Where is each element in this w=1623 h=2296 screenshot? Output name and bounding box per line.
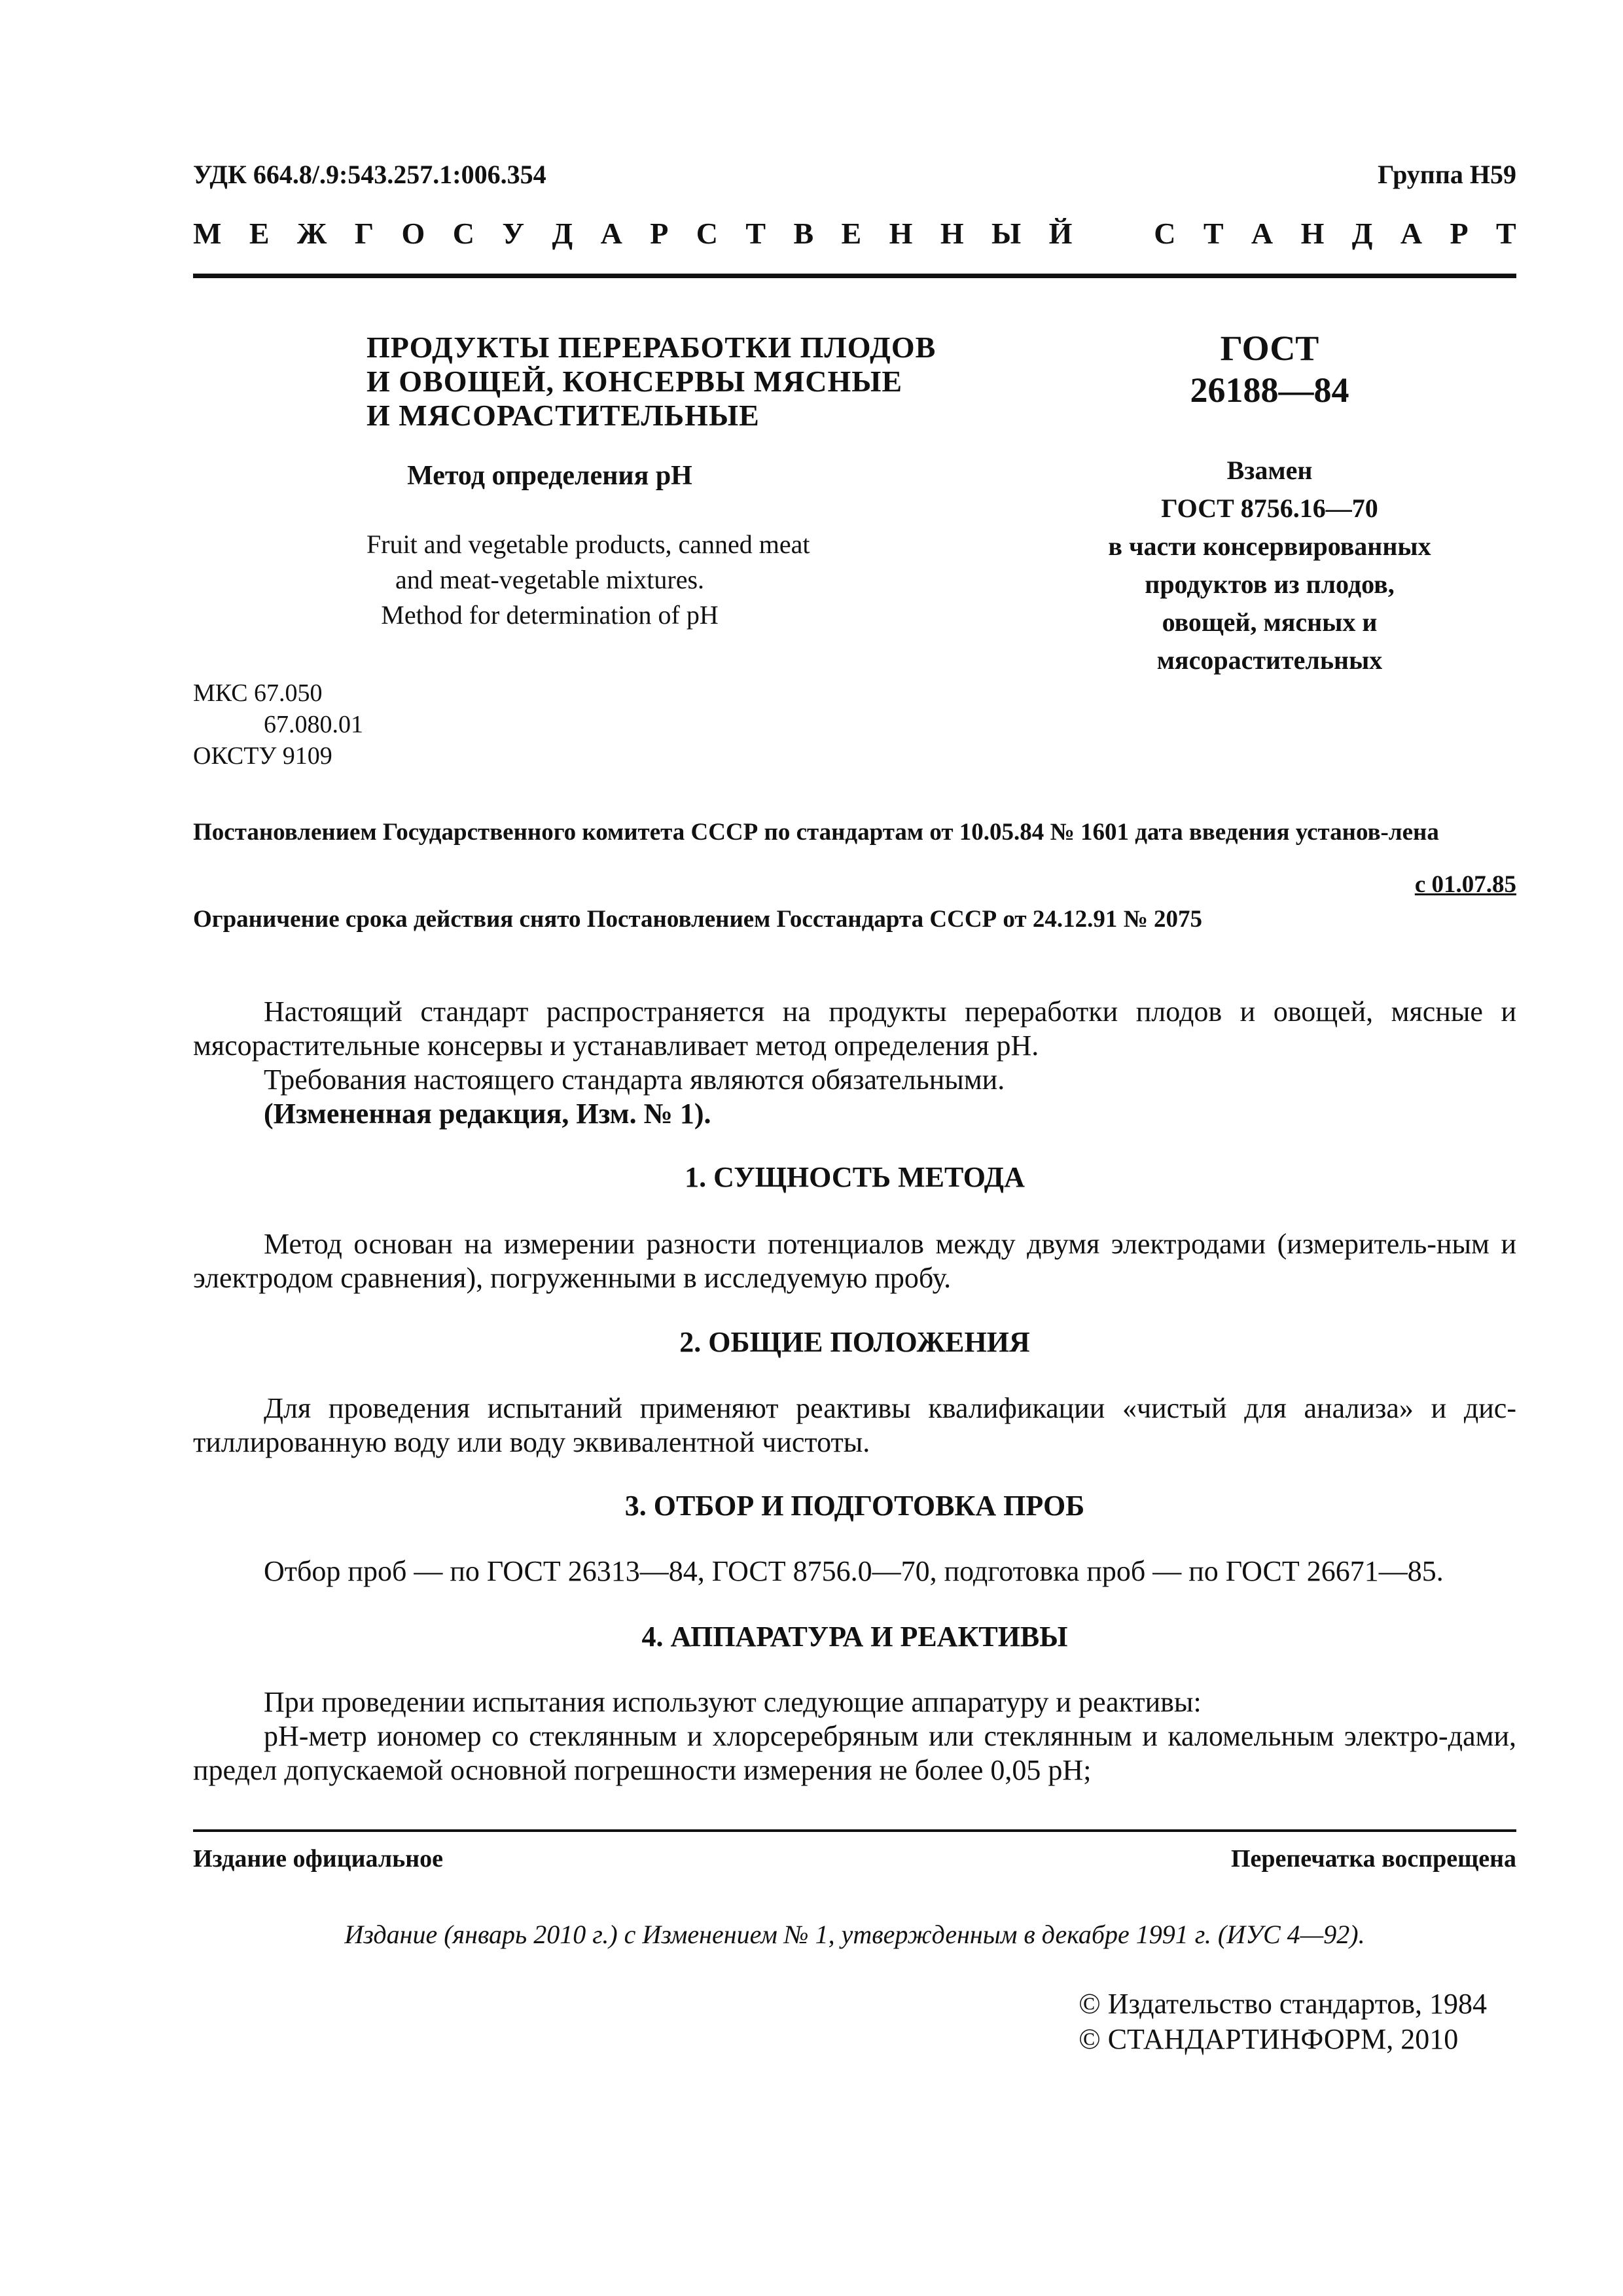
section-text: рН-метр иономер со стеклянным и хлорсеребряным или стеклянным и каломельным электро-дами, предел допускаемой основной погрешности измерения не более 0,05 рН; — [193, 1720, 1516, 1786]
banner-letter: Ы — [991, 217, 1022, 250]
gost-label: ГОСТ — [1220, 329, 1319, 368]
banner-letter: О — [401, 217, 425, 250]
banner-letter: Н — [889, 217, 913, 250]
gost-designation — [1067, 327, 1472, 411]
title-english — [366, 527, 810, 633]
banner-letter: Д — [552, 217, 573, 250]
replaces-line: продуктов из плодов, — [1145, 569, 1395, 599]
banner-letter: А — [1251, 217, 1274, 250]
section-paragraph — [193, 1554, 1516, 1588]
banner-letter: Т — [1495, 217, 1516, 250]
gost-number: 26188—84 — [1190, 370, 1349, 410]
replaces-line: в части консервированных — [1108, 531, 1431, 561]
section-paragraph — [193, 1391, 1516, 1460]
replaces-line: мясорастительных — [1156, 645, 1383, 675]
title-line: И МЯСОРАСТИТЕЛЬНЫЕ — [366, 399, 760, 432]
effective-date: с 01.07.85 — [1414, 871, 1516, 898]
mks-code: 67.080.01 — [264, 711, 363, 738]
reprint-prohibited-label: Перепечатка воспрещена — [1230, 1845, 1516, 1873]
banner-letter: У — [502, 217, 525, 250]
banner-letter: Р — [1450, 217, 1469, 250]
intro-paragraph — [193, 995, 1516, 1131]
okstu-code: ОКСТУ 9109 — [193, 742, 332, 770]
banner-letter: М — [193, 217, 222, 250]
copyright-line: © Издательство стандартов, 1984 — [1079, 1988, 1487, 2020]
udk-code: УДК 664.8/.9:543.257.1:006.354 — [193, 160, 546, 189]
section-paragraph — [193, 1685, 1516, 1787]
section-text: Отбор проб — по ГОСТ 26313—84, ГОСТ 8756.0—70, подготовка проб — по ГОСТ 26671—85. — [264, 1555, 1444, 1587]
banner-letter: С — [696, 217, 718, 250]
section-heading: 2. ОБЩИЕ ПОЛОЖЕНИЯ — [679, 1326, 1030, 1358]
copyright-block — [1079, 1986, 1487, 2057]
classification-codes — [193, 677, 363, 772]
intro-text: Настоящий стандарт распространяется на продукты переработки плодов и овощей, мясные и мясорастительные консервы и устанавливает метод определения рН. — [193, 996, 1516, 1062]
standard-type-banner — [193, 216, 1516, 251]
section-text: При проведении испытания используют следующие аппаратуру и реактивы: — [264, 1686, 1202, 1718]
decree-text: Постановлением Государственного комитета СССР по стандартам от 10.05.84 № 1601 дата введения установ-лена — [193, 819, 1439, 846]
banner-letter: С — [452, 217, 474, 250]
group-code: Группа Н59 — [1378, 160, 1516, 189]
section-heading: 4. АППАРАТУРА И РЕАКТИВЫ — [641, 1621, 1068, 1653]
copyright-line: © СТАНДАРТИНФОРМ, 2010 — [1079, 2023, 1459, 2055]
word-gap — [1100, 216, 1126, 251]
title-en-line: Method for determination of pH — [381, 600, 719, 630]
replaces-line: овощей, мясных и — [1162, 607, 1378, 637]
section-text: Метод основан на измерении разности потенциалов между двумя электродами (измеритель-ным и электродом сравнения), погруженными в исследуемую пробу. — [193, 1228, 1516, 1294]
section-heading: 3. ОТБОР И ПОДГОТОВКА ПРОБ — [624, 1490, 1085, 1522]
banner-letter: С — [1154, 217, 1176, 250]
mks-code: МКС 67.050 — [193, 679, 323, 707]
banner-letter: Г — [354, 217, 374, 250]
banner-letter: Й — [1048, 217, 1073, 250]
replaces-line: Взамен — [1226, 456, 1313, 485]
banner-letter: Н — [1300, 217, 1325, 250]
replaces-note — [1067, 452, 1472, 679]
method-title-ru: Метод определения рН — [407, 461, 692, 491]
banner-letter: Е — [249, 217, 270, 250]
validity-limit-note: Ограничение срока действия снято Постановлением Госстандарта СССР от 24.12.91 № 2075 — [193, 906, 1203, 933]
banner-letter: А — [600, 217, 622, 250]
banner-letter: Е — [841, 217, 862, 250]
title-en-line: and meat-vegetable mixtures. — [395, 565, 705, 594]
banner-letter: Т — [1203, 217, 1224, 250]
document-title — [366, 331, 936, 433]
title-en-line: Fruit and vegetable products, canned meat — [366, 529, 810, 559]
banner-letter: Д — [1351, 217, 1373, 250]
footer-rule — [193, 1829, 1516, 1832]
banner-letter: Н — [940, 217, 964, 250]
section-text: Для проведения испытаний применяют реактивы квалификации «чистый для анализа» и дис-тиллированную воду или воду эквивалентной чистоты. — [193, 1392, 1516, 1458]
amendment-note: (Измененная редакция, Изм. № 1). — [264, 1098, 711, 1130]
banner-letter: Т — [745, 217, 766, 250]
title-line: И ОВОЩЕЙ, КОНСЕРВЫ МЯСНЫЕ — [366, 365, 903, 398]
edition-note: Издание (январь 2010 г.) с Изменением № 1, утвержденным в декабре 1991 г. (ИУС 4—92). — [344, 1920, 1365, 1949]
banner-letter: А — [1400, 217, 1423, 250]
intro-mandatory: Требования настоящего стандарта являются обязательными. — [264, 1064, 1005, 1096]
banner-letter: В — [793, 217, 814, 250]
section-paragraph — [193, 1227, 1516, 1295]
title-line: ПРОДУКТЫ ПЕРЕРАБОТКИ ПЛОДОВ — [366, 331, 936, 364]
replaces-line: ГОСТ 8756.16—70 — [1161, 493, 1378, 523]
banner-letter: Р — [650, 217, 669, 250]
section-heading: 1. СУЩНОСТЬ МЕТОДА — [685, 1161, 1025, 1193]
header-rule — [193, 274, 1516, 278]
official-edition-label: Издание официальное — [193, 1845, 444, 1873]
banner-letter: Ж — [296, 217, 327, 250]
